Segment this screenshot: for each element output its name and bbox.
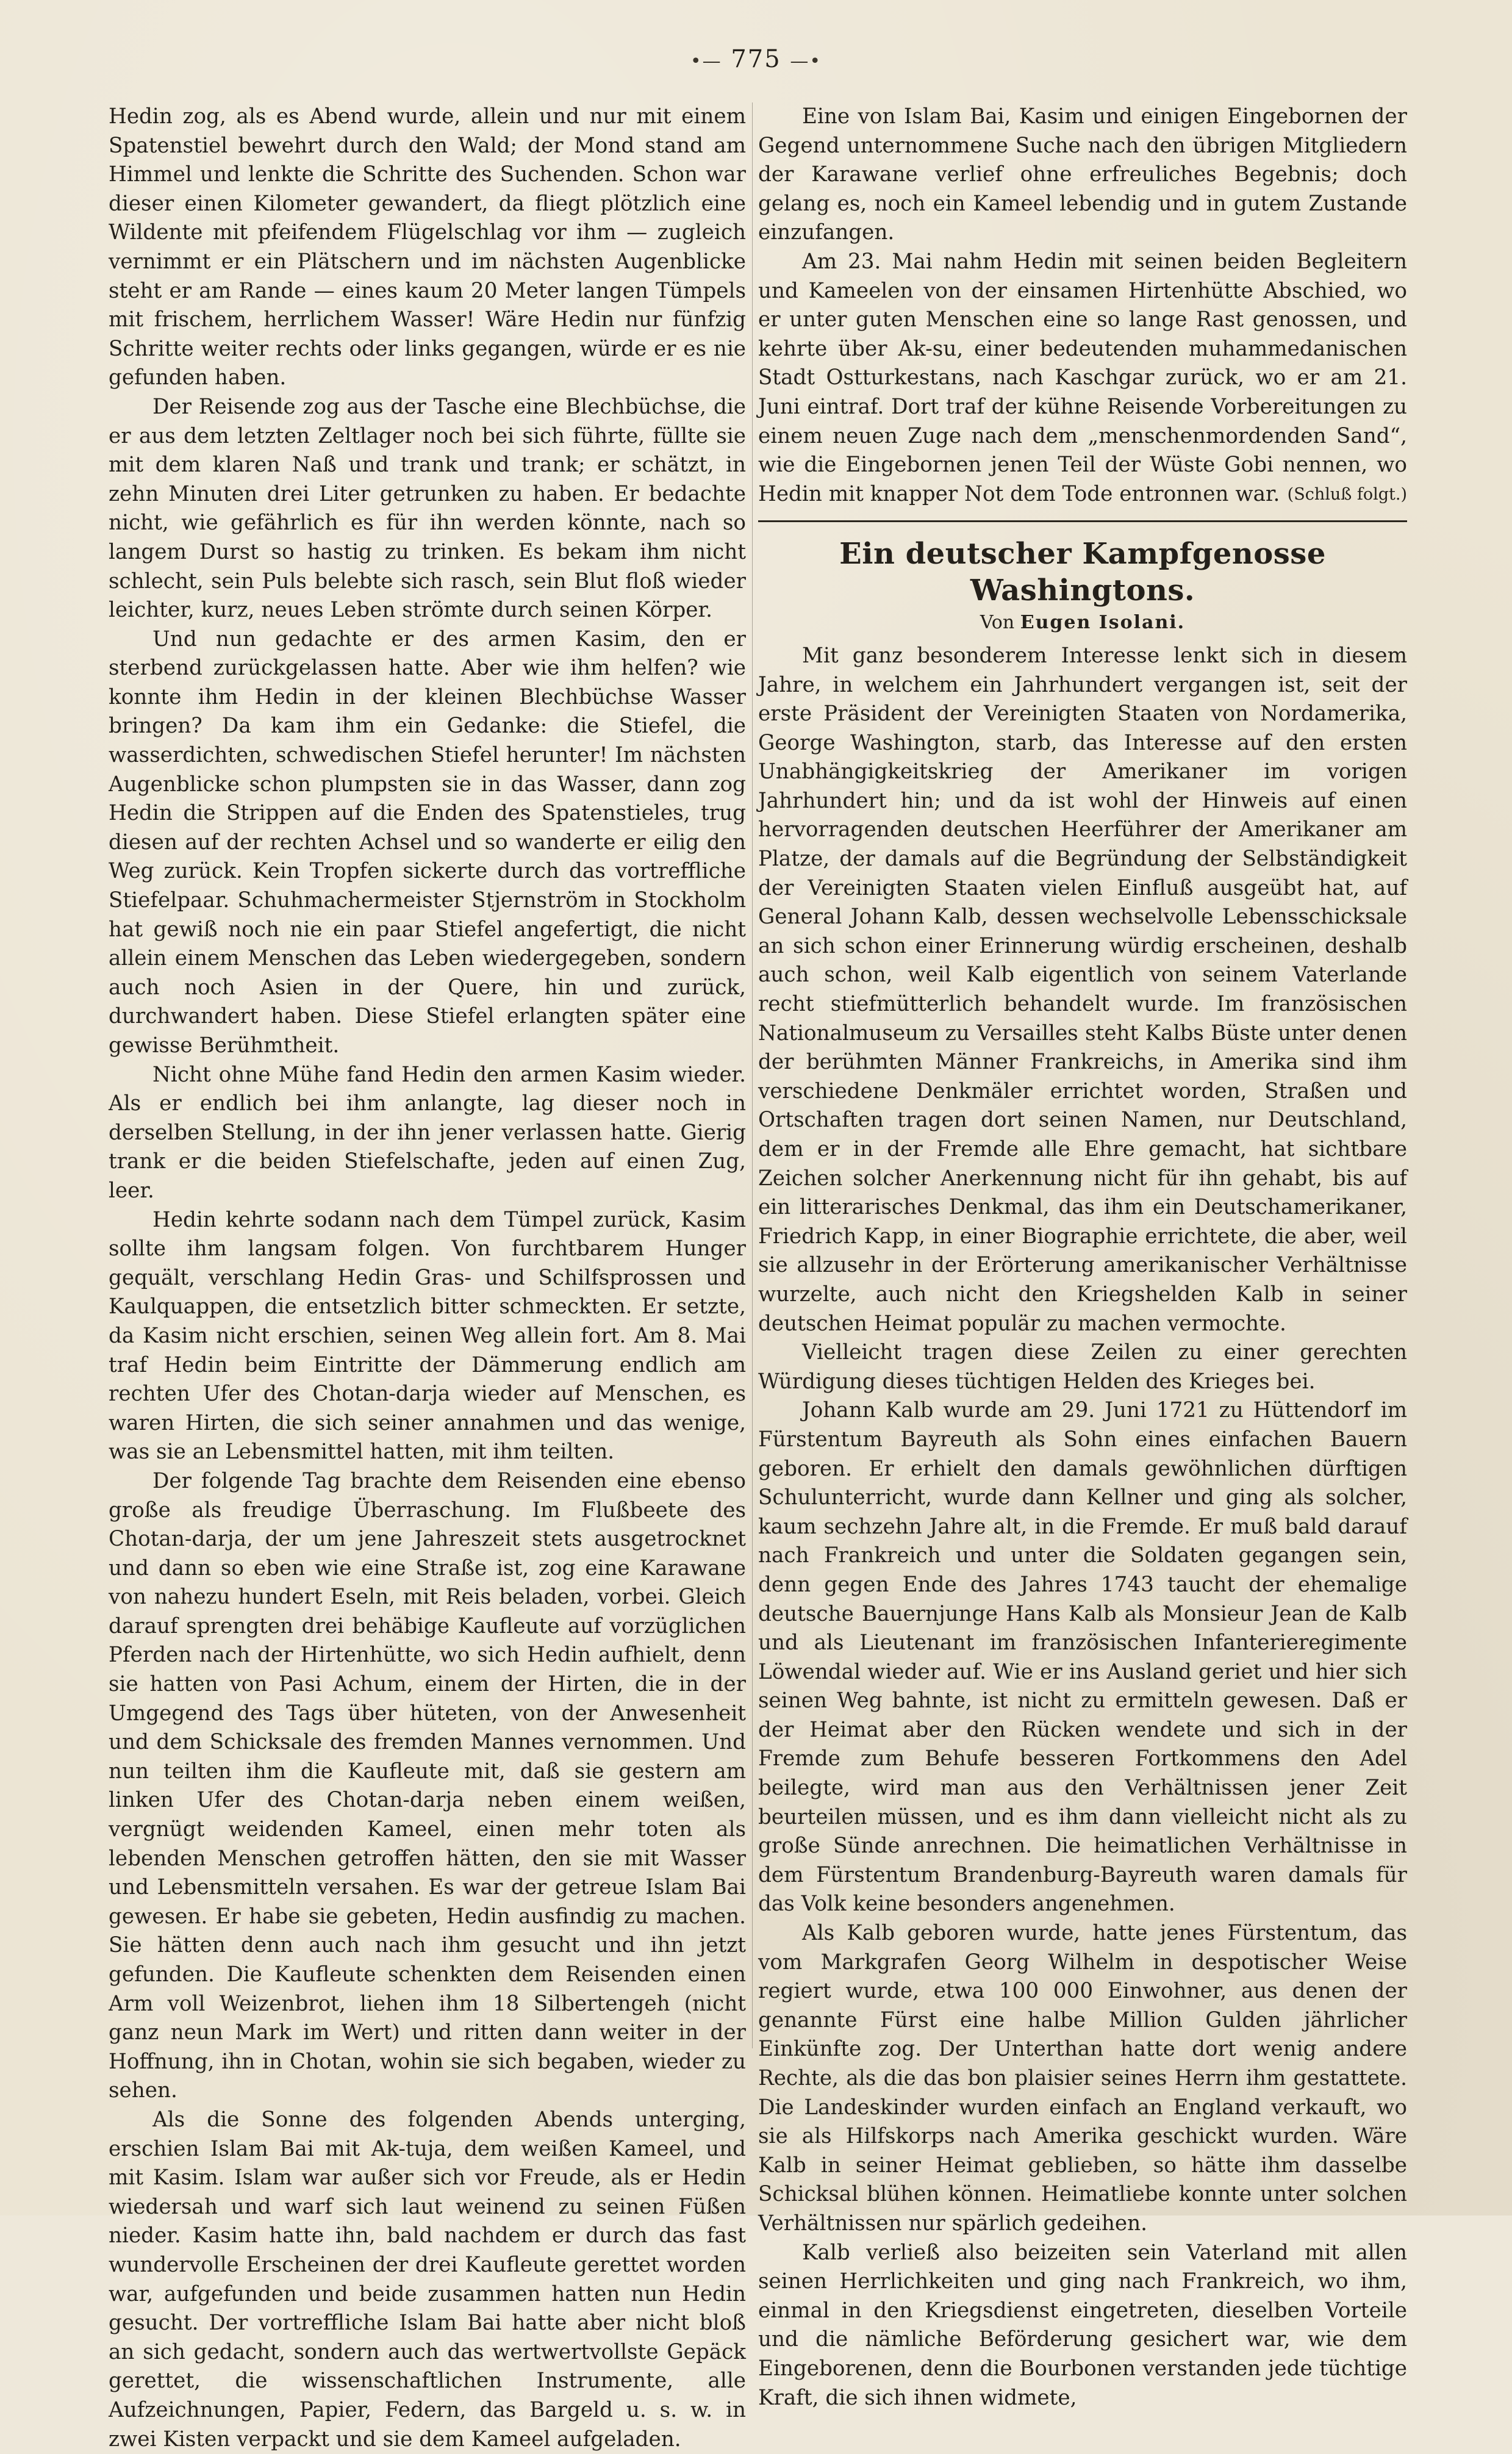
left-column [109,102,746,2454]
paragraph: Nicht ohne Mühe fand Hedin den armen Kasim wieder. Als er endlich bei ihm anlangte, lag dieser noch in derselben Stellung, in der ihn jener verlassen hatte. Gierig trank er die beiden Stiefelschafte, jeden auf einen Zug, leer. [109,1062,746,1203]
paragraph: Als die Sonne des folgenden Abends unterging, erschien Islam Bai mit Ak-tuja, dem weißen Kameel, und mit Kasim. Islam war außer sich vor Freude, als er Hedin wiedersah und warf sich laut weinend zu seinen Füßen nieder. Kasim hatte ihn, bald nachdem er durch das fast wundervolle Erscheinen der drei Kaufleute gerettet worden war, aufgefunden und beide zusammen hatten nun Hedin gesucht. Der vortreffliche Islam Bai hatte aber nicht bloß an sich gedacht, sondern auch das wertwertvollste Gepäck gerettet, die wissenschaftlichen Instrumente, alle Aufzeichnungen, Papier, Federn, das Bargeld u. s. w. in zwei Kisten verpackt und sie dem Kameel aufgeladen. [109,2107,746,2452]
ornament-right-icon: —• [790,51,822,72]
paragraph: Der Reisende zog aus der Tasche eine Blechbüchse, die er aus dem letzten Zeltlager noch bei sich führte, füllte sie mit dem klaren Naß und trank und trank; er schätzt, in zehn Minuten drei Liter getrunken zu haben. Er bedachte nicht, wie gefährlich es für ihn werden könnte, nach so langem Durst so hastig zu trinken. Es bekam ihm nicht schlecht, sein Puls belebte sich rasch, sein Blut floß wieder leichter, kurz, neues Leben strömte durch seinen Körper. [109,394,746,623]
paragraph: Und nun gedachte er des armen Kasim, den er sterbend zurückgelassen hatte. Aber wie ihm helfen? wie konnte ihm Hedin in der kleinen Blechbüchse Wasser bringen? Da kam ihm ein Gedanke: die Stiefel, die wasserdichten, schwedischen Stiefel herunter! Im nächsten Augenblicke schon plumpsten sie in das Wasser, dann zog Hedin die Strippen auf die Enden des Spatenstieles, trug diesen auf der rechten Achsel und so wanderte er eilig den Weg zurück. Kein Tropfen sickerte durch das vortreffliche Stiefelpaar. Schuhmachermeister Stjernström in Stockholm hat gewiß noch nie ein paar Stiefel angefertigt, die nicht allein einem Menschen das Leben wiedergegeben, sondern auch noch Asien in der Quere, hin und zurück, durchwandert haben. Diese Stiefel erlangten später eine gewisse Berühmtheit. [109,626,746,1058]
paragraph: Johann Kalb wurde am 29. Juni 1721 zu Hüttendorf im Fürstentum Bayreuth als Sohn eines einfachen Bauern geboren. Er erhielt den damals gewöhnlichen dürftigen Schulunterricht, wurde dann Kellner und ging als solcher, kaum sechzehn Jahre alt, in die Fremde. Er muß bald darauf nach Frankreich und unter die Soldaten gegangen sein, denn gegen Ende des Jahres 1743 taucht der ehemalige deutsche Bauernjunge Hans Kalb als Monsieur Jean de Kalb und als Lieutenant im französischen Infanterieregimente Löwendal wieder auf. Wie er ins Ausland geriet und hier sich seinen Weg bahnte, ist nicht zu ermitteln gewesen. Daß er der Heimat aber den Rücken wendete und sich in der Fremde zum Behufe besseren Fortkommens den Adel beilegte, wird man aus den Verhältnissen jener Zeit beurteilen müssen, und es ihm dann vielleicht nicht als zu große Sünde anrechnen. Die heimatlichen Verhältnisse in dem Fürstentum Brandenburg-Bayreuth waren damals für das Volk keine besonders angenehmen. [758,1398,1407,1917]
paragraph: Vielleicht tragen diese Zeilen zu einer gerechten Würdigung dieses tüchtigen Helden des Krieges bei. [758,1340,1407,1394]
paragraph: Kalb verließ also beizeiten sein Vaterland mit allen seinen Herrlichkeiten und ging nach Frankreich, wo ihm, einmal in den Kriegsdienst eingetreten, dieselben Vorteile und die nämliche Beförderung gesichert war, wie dem Eingeborenen, denn die Bourbonen verstanden jede tüchtige Kraft, die sich ihnen widmete, [758,2240,1407,2410]
byline [758,609,1407,637]
right-column [758,102,1407,2413]
section-divider [758,520,1407,522]
continuation-note: (Schluß folgt.) [1287,485,1407,504]
column-divider [752,102,753,2048]
paragraph: Hedin kehrte sodann nach dem Tümpel zurück, Kasim sollte ihm langsam folgen. Von furchtbarem Hunger gequält, verschlang Hedin Gras- und Schilfsprossen und Kaulquappen, die entsetzlich bitter schmeckten. Er setzte, da Kasim nicht erschien, seinen Weg allein fort. Am 8. Mai traf Hedin beim Eintritte der Dämmerung endlich am rechten Ufer des Chotan-darja wieder auf Menschen, es waren Hirten, die sich seiner annahmen und das wenige, was sie an Lebensmittel hatten, mit ihm teilten. [109,1207,746,1465]
paragraph: Als Kalb geboren wurde, hatte jenes Fürstentum, das vom Markgrafen Georg Wilhelm in despotischer Weise regiert wurde, etwa 100 000 Einwohner, aus denen der genannte Fürst eine halbe Million Gulden jährlicher Einkünfte zog. Der Unterthan hatte dort wenig andere Rechte, als die das bon plaisier seines Herrn ihm gestattete. Die Landeskinder wurden einfach an England verkauft, wo sie als Hilfskorps nach Amerika geschickt wurden. Wäre Kalb in seiner Heimat geblieben, so hätte ihm dasselbe Schicksal blühen können. Heimatliebe konnte unter solchen Verhältnissen nur spärlich gedeihen. [758,1921,1407,2236]
article-title: Ein deutscher Kampfgenosse Washingtons. [839,536,1326,608]
ornament-left-icon: •— [690,51,722,72]
paragraph: Am 23. Mai nahm Hedin mit seinen beiden Begleitern und Kameelen von der einsamen Hirtenhütte Abschied, wo er unter guten Menschen eine so lange Rast genossen, und kehrte über Ak-su, einer bedeutenden muhammedanischen Stadt Ostturkestans, nach Kaschgar zurück, wo er am 21. Juni eintraf. Dort traf der kühne Reisende Vorbereitungen zu einem neuen Zuge nach dem „menschenmordenden Sand“, wie die Eingebornen jenen Teil der Wüste Gobi nennen, wo Hedin mit knapper Not dem Tode entronnen war. [758,249,1407,506]
page-number: 775 [731,45,781,73]
paragraph: Der folgende Tag brachte dem Reisenden eine ebenso große als freudige Überraschung. Im Flußbeete des Chotan-darja, der um jene Jahreszeit stets ausgetrocknet und dann so eben wie eine Straße ist, zog eine Karawane von nahezu hundert Eseln, mit Reis beladen, vorbei. Gleich darauf sprengten drei behäbige Kaufleute auf vorzüglichen Pferden nach der Hirtenhütte, wo sich Hedin aufhielt, denn sie hatten von Pasi Achum, einem der Hirten, die in der Umgegend des Tags über hüteten, von der Anwesenheit und dem Schicksale des fremden Mannes vernommen. Und nun teilten ihm die Kaufleute mit, daß sie gestern am linken Ufer des Chotan-darja neben einem weißen, vergnügt weidenden Kameel, einen mehr toten als lebenden Menschen getroffen hätten, den sie mit Wasser und Lebensmitteln versahen. Es war der getreue Islam Bai gewesen. Er habe sie gebeten, Hedin ausfindig zu machen. Sie hätten denn auch nach ihm gesucht und ihn jetzt gefunden. Die Kaufleute schenkten dem Reisenden einen Arm voll Weizenbrot, liehen ihm 18 Silbertengeh (nicht ganz neun Mark im Wert) und ritten dann weiter in der Hoffnung, ihn in Chotan, wohin sie sich begaben, wieder zu sehen. [109,1468,746,2103]
paragraph: Hedin zog, als es Abend wurde, allein und nur mit einem Spatenstiel bewehrt durch den Wald; der Mond stand am Himmel und lenkte die Schritte des Suchenden. Schon war dieser einen Kilometer gewandert, da fliegt plötzlich eine Wildente mit pfeifendem Flügelschlag vor ihm — zugleich vernimmt er ein Plätschern und im nächsten Augenblicke steht er am Rande — eines kaum 20 Meter langen Tümpels mit frischem, herrlichem Wasser! Wäre Hedin nur fünfzig Schritte weiter rechts oder links gegangen, würde er es nie gefunden haben. [109,104,746,390]
author-name: Eugen Isolani. [1020,611,1186,633]
paragraph: Eine von Islam Bai, Kasim und einigen Eingebornen der Gegend unternommene Suche nach den übrigen Mitgliedern der Karawane verlief ohne erfreuliches Begebnis; doch gelang es, noch ein Kameel lebendig und in gutem Zustande einzufangen. [758,104,1407,245]
byline-prefix: Von [980,611,1015,633]
paragraph: Mit ganz besonderem Interesse lenkt sich in diesem Jahre, in welchem ein Jahrhundert vergangen ist, seit der erste Präsident der Vereinigten Staaten von Nordamerika, George Washington, starb, das Interesse auf den ersten Unabhängigkeitskrieg der Amerikaner im vorigen Jahrhundert hin; und da ist wohl der Hinweis auf einen hervorragenden deutschen Heerführer der Amerikaner am Platze, der damals auf die Begründung der Selbständigkeit der Vereinigten Staaten vielen Einfluß ausgeübt hat, auf General Johann Kalb, dessen wechselvolle Lebensschicksale an sich schon einer Erinnerung würdig erscheinen, deshalb auch schon, weil Kalb eigentlich von seinem Vaterlande recht stiefmütterlich behandelt wurde. Im französischen Nationalmuseum zu Versailles steht Kalbs Büste unter denen der berühmten Männer Frankreichs, in Amerika sind ihm verschiedene Denkmäler errichtet worden, Straßen und Ortschaften tragen dort seinen Namen, nur Deutschland, dem er in der Fremde alle Ehre gemacht, hat sichtbare Zeichen solcher Anerkennung nicht für ihn gehabt, bis auf ein litterarisches Denkmal, das ihm ein Deutschamerikaner, Friedrich Kapp, in einer Biographie errichtete, die aber, weil sie allzusehr in der Erörterung amerikanischer Verhältnisse wurzelte, auch nicht den Kriegshelden Kalb in seiner deutschen Heimat populär zu machen vermochte. [758,643,1407,1336]
page-number-header [0,45,1512,73]
